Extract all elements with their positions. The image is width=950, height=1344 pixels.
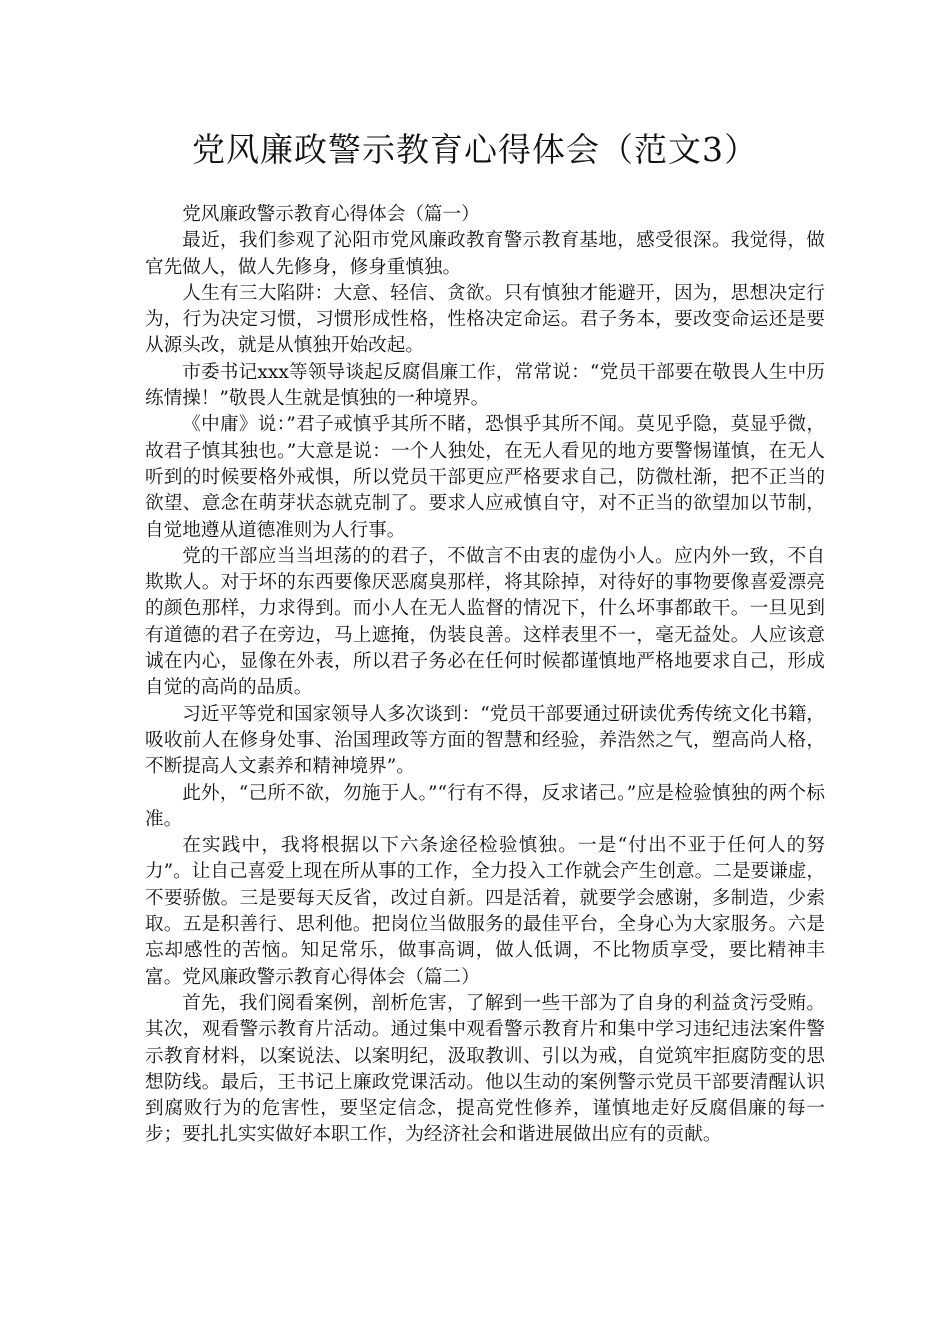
body-paragraph: 此外，“己所不欲，勿施于人。”“行有不得，反求诸己。”应是检验慎独的两个标准。	[145, 782, 825, 830]
body-paragraph: 党的干部应当当坦荡的的君子，不做言不由衷的虚伪小人。应内外一致，不自欺欺人。对于坏的东西要像厌恶腐臭那样，将其除掉，对待好的事物要像喜爱漂亮的颜色那样，力求得到。而小人在无人监督的情况下，什么坏事都敢干。一旦见到有道德的君子在旁边，马上遮掩，伪装良善。这样表里不一，毫无益处。人应该意诚在内心，显像在外表，所以君子务必在任何时候都谨慎地严格地要求自己，形成自觉的高尚的品质。	[145, 545, 825, 699]
document-title: 党风廉政警示教育心得体会（范文3）	[192, 130, 758, 169]
body-paragraph: 市委书记xxx等领导谈起反腐倡廉工作，常常说：“党员干部要在敬畏人生中历练情操！”敬畏人生就是慎独的一种境界。	[145, 361, 825, 410]
body-paragraph: 在实践中，我将根据以下六条途径检验慎独。一是“付出不亚于任何人的努力”。让自己喜爱上现在所从事的工作，全力投入工作就会产生创意。二是要谦虚，不要骄傲。三是要每天反省，改过自新。四是活着，就要学会感谢，多制造，少索取。五是积善行、思利他。把岗位当做服务的最佳平台，全身心为大家服务。六是忘却感性的苦恼。知足常乐，做事高调，做人低调，不比物质享受，要比精神丰富。党风廉政警示教育心得体会（篇二）	[145, 835, 825, 988]
body-paragraph: 习近平等党和国家领导人多次谈到：“党员干部要通过研读优秀传统文化书籍，吸收前人在修身处事、治国理政等方面的智慧和经验，养浩然之气，塑高尚人格，不断提高人文素养和精神境界”。	[145, 703, 825, 778]
body-paragraph: 《中庸》说：”君子戒慎乎其所不睹，恐惧乎其所不闻。莫见乎隐，莫显乎微，故君子慎其独也。”大意是说：一个人独处，在无人看见的地方要警惕谨慎，在无人听到的时候要格外戒惧，所以党员干部更应严格要求自己，防微杜渐，把不正当的欲望、意念在萌芽状态就克制了。要求人应戒慎自守，对不正当的欲望加以节制，自觉地遵从道德准则为人行事。	[145, 414, 825, 541]
section-heading-part-one: 党风廉政警示教育心得体会（篇一）	[182, 204, 480, 225]
body-paragraph: 首先，我们阅看案例，剖析危害，了解到一些干部为了自身的利益贪污受贿。其次，观看警示教育片活动。通过集中观看警示教育片和集中学习违纪违法案件警示教育材料，以案说法、以案明纪，汲取教训、引以为戒，自觉筑牢拒腐防变的思想防线。最后，王书记上廉政党课活动。他以生动的案例警示党员干部要清醒认识到腐败行为的危害性，要坚定信念，提高党性修养，谨慎地走好反腐倡廉的每一步；要扎扎实实做好本职工作，为经济社会和谐进展做出应有的贡献。	[145, 992, 825, 1146]
body-paragraph: 人生有三大陷阱：大意、轻信、贪欲。只有慎独才能避开，因为，思想决定行为，行为决定习惯，习惯形成性格，性格决定命运。君子务本，要改变命运还是要从源头改，就是从慎独开始改起。	[145, 282, 825, 357]
body-paragraph: 最近，我们参观了沁阳市党风廉政教育警示教育基地，感受很深。我觉得，做官先做人，做人先修身，修身重慎独。	[145, 230, 825, 278]
document-body	[145, 202, 825, 1149]
